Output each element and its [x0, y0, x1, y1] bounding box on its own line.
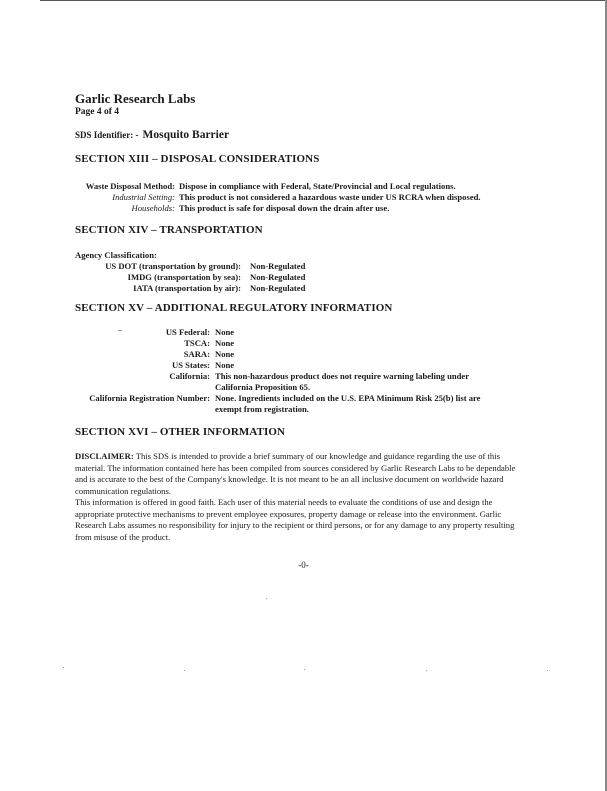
disclaimer-text: This SDS is intended to provide a brief summary of our knowledge and guidance regarding the use of this material. The information contained here has been compiled from sources considered by Garlic Research Labs to be dependable and is accurate to the best of the Company's knowledge. It is not meant to be an all inclusive document on worldwide hazard communication regulations. [75, 451, 516, 496]
section-14-title: SECTION XIV – TRANSPORTATION [75, 224, 263, 236]
disclaimer-paragraph [75, 451, 525, 497]
waste-disposal-label: Waste Disposal Method: [85, 181, 175, 191]
california-label: California: [169, 371, 210, 381]
page-number: Page 4 of 4 [75, 107, 120, 117]
california-value-line2: California Proposition 65. [215, 382, 311, 392]
scan-speck [266, 598, 267, 599]
imdg-label: IMDG (transportation by sea): [127, 272, 241, 282]
page-footer-mark: -0- [298, 560, 309, 570]
scan-speck [63, 667, 64, 668]
sds-identifier [75, 129, 229, 141]
sara-label: SARA: [183, 349, 210, 359]
industrial-setting-label: Industrial Setting: [112, 192, 175, 202]
iata-label: IATA (transportation by air): [133, 283, 241, 293]
scan-speck [547, 670, 548, 671]
sds-identifier-label: SDS Identifier: - [75, 130, 139, 140]
us-dot-value: Non-Regulated [250, 261, 306, 271]
us-states-label: US States: [172, 360, 210, 370]
waste-disposal-value: Dispose in compliance with Federal, State/Provincial and Local regulations. [179, 181, 456, 191]
sara-value: None [215, 349, 235, 359]
households-label: Households: [131, 203, 175, 213]
ca-registration-value: None. Ingredients included on the U.S. EPA Minimum Risk 25(b) list are [215, 393, 481, 403]
company-name: Garlic Research Labs [75, 91, 196, 106]
imdg-value: Non-Regulated [250, 272, 306, 282]
scan-top-edge [40, 0, 607, 1]
scan-speck [426, 670, 427, 671]
us-states-value: None [215, 360, 235, 370]
iata-value: Non-Regulated [250, 283, 306, 293]
product-name: Mosquito Barrier [142, 129, 230, 141]
california-value: This non-hazardous product does not require warning labeling under [215, 371, 470, 381]
tsca-value: None [215, 338, 235, 348]
us-dot-label: US DOT (transportation by ground): [105, 261, 241, 271]
industrial-setting-value: This product is not considered a hazardous waste under US RCRA when disposed. [179, 192, 481, 202]
us-federal-value: None [215, 327, 235, 337]
scan-speck [184, 670, 185, 671]
ca-registration-label: California Registration Number: [89, 393, 210, 403]
section-15-title: SECTION XV – ADDITIONAL REGULATORY INFORMATION [75, 302, 393, 314]
section-13-title: SECTION XIII – DISPOSAL CONSIDERATIONS [75, 153, 320, 165]
section-16-title: SECTION XVI – OTHER INFORMATION [75, 426, 286, 438]
scan-speck [118, 330, 122, 331]
other-information-body [75, 451, 525, 543]
scan-speck [304, 669, 305, 670]
households-value: This product is safe for disposal down the drain after use. [179, 203, 390, 213]
tsca-label: TSCA: [184, 338, 210, 348]
us-federal-label: US Federal: [165, 327, 210, 337]
good-faith-paragraph: This information is offered in good faith. Each user of this material needs to evaluate the conditions of use and design the appropriate protective mechanisms to prevent employee exposures, property damage or release into the environment. Garlic Research Labs assumes no responsibility for injury to the recipient or third persons, or for any damage to any property resulting from misuse of the product. [75, 497, 515, 542]
agency-classification-label: Agency Classification: [75, 250, 157, 260]
disclaimer-label: DISCLAIMER: [75, 451, 134, 461]
ca-registration-value-line2: exempt from registration. [215, 404, 309, 414]
